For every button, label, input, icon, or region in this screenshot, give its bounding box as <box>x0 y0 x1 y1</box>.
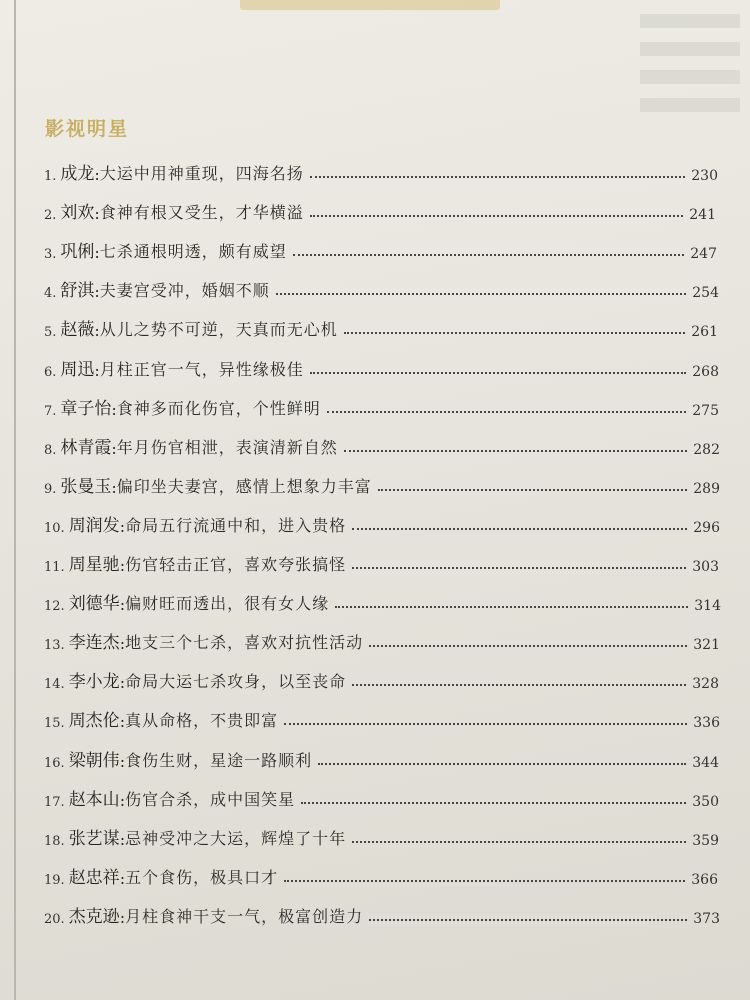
toc-entry-description: 从儿之势不可逆，天真而无心机 <box>99 320 338 340</box>
toc-entry-separator: : <box>119 595 126 615</box>
toc-entry-name: 赵薇 <box>60 320 95 341</box>
toc-entry-description: 食神多而化伤官，个性鲜明 <box>116 398 321 418</box>
toc-entry-separator: : <box>111 477 117 497</box>
toc-entry-number: 10. <box>44 520 65 536</box>
toc-entry-page: 366 <box>691 871 718 888</box>
toc-entry-name: 张曼玉 <box>60 476 112 497</box>
toc-entry-separator: : <box>119 516 126 536</box>
toc-entry-name: 周迅 <box>60 359 95 380</box>
dot-leader <box>293 254 684 256</box>
toc-entry <box>44 508 720 536</box>
toc-entry-description: 真从命格，不贵即富 <box>125 711 279 731</box>
toc-entry-description: 命局五行流通中和，进入贵格 <box>125 515 347 535</box>
toc-entry-page: 230 <box>691 168 718 184</box>
toc-entry <box>44 743 719 771</box>
toc-entry-name: 赵忠祥 <box>68 867 120 888</box>
toc-entry-separator: : <box>111 438 117 458</box>
toc-entry <box>44 703 720 731</box>
toc-entry-name: 成龙 <box>60 164 95 184</box>
toc-entry-description: 五个食伤，极具口才 <box>125 867 279 887</box>
toc-entry-name: 李小龙 <box>68 672 120 693</box>
toc-entry-page: 344 <box>692 754 719 771</box>
toc-entry-name: 李连杰 <box>68 633 120 654</box>
toc-entry-name: 周杰伦 <box>68 711 120 732</box>
toc-entry-separator: : <box>111 399 117 419</box>
dot-leader <box>344 450 687 452</box>
toc-entry-separator: : <box>94 282 100 302</box>
dot-leader <box>276 293 686 295</box>
toc-entry-description: 偏财旺而透出，很有女人缘 <box>125 594 330 614</box>
toc-entry <box>44 352 719 380</box>
toc-entry-name: 刘德华 <box>68 594 120 615</box>
toc-entry <box>44 664 719 692</box>
toc-entry-separator: : <box>94 243 100 263</box>
toc-entry-description: 伤官合杀，成中国笑星 <box>125 789 296 809</box>
toc-entry-page: 336 <box>693 715 720 732</box>
toc-entry-number: 13. <box>44 638 65 654</box>
toc-entry-name: 杰克逊 <box>68 906 120 927</box>
toc-entry-number: 5. <box>44 325 57 341</box>
toc-entry-description: 地支三个七杀，喜欢对抗性活动 <box>125 633 364 653</box>
toc-entry-separator: : <box>119 907 126 927</box>
toc-entry-separator: : <box>94 165 100 184</box>
toc-entry <box>44 899 720 927</box>
toc-entry <box>44 586 721 614</box>
toc-entry-number: 9. <box>44 481 57 497</box>
toc-entry-name: 周星驰 <box>68 555 120 575</box>
toc-entry-description: 大运中用神重现，四海名扬 <box>99 164 304 183</box>
dot-leader <box>378 489 687 491</box>
toc-entry-page: 275 <box>692 402 719 419</box>
toc-entry-separator: : <box>119 634 126 654</box>
toc-entry-page: 350 <box>692 793 719 810</box>
toc-entry-page: 254 <box>692 285 719 302</box>
toc-entry-number: 6. <box>44 364 57 380</box>
toc-entry-page: 314 <box>694 598 721 615</box>
toc-entry-number: 11. <box>44 560 65 575</box>
toc-entry-separator: : <box>119 673 126 693</box>
toc-entry-separator: : <box>119 751 126 771</box>
toc-entry <box>44 312 718 340</box>
toc-entry <box>44 391 719 419</box>
toc-entry-number: 2. <box>44 208 57 224</box>
toc-entry-page: 289 <box>693 480 720 497</box>
dot-leader <box>352 528 687 530</box>
toc-entry-description: 食伤生财，星途一路顺利 <box>125 750 313 770</box>
toc-entry-number: 20. <box>44 911 65 927</box>
toc-entry-page: 241 <box>689 207 716 224</box>
toc-entry <box>44 430 720 458</box>
toc-entry-separator: : <box>94 204 100 224</box>
toc-entry <box>44 156 718 184</box>
toc-entry-number: 1. <box>44 169 57 184</box>
toc-entry-name: 舒淇 <box>60 281 95 302</box>
dot-leader <box>310 176 685 178</box>
toc-entry-description: 年月伤官相泄，表演清新自然 <box>116 437 338 457</box>
toc-entry <box>44 860 718 888</box>
dot-leader <box>301 802 686 804</box>
toc-entry-name: 章子怡 <box>60 398 112 419</box>
toc-entry <box>44 547 719 575</box>
toc-entry-description: 食神有根又受生，才华横溢 <box>99 203 304 223</box>
toc-entry <box>44 782 719 810</box>
toc-entry-separator: : <box>119 712 126 732</box>
dot-leader <box>284 723 687 725</box>
toc-entry <box>44 469 720 497</box>
dot-leader <box>310 372 686 374</box>
toc-entry-separator: : <box>119 868 126 888</box>
toc-entry-page: 296 <box>693 519 720 536</box>
dot-leader <box>369 645 687 647</box>
toc-entry <box>44 195 716 223</box>
dot-leader <box>318 763 686 765</box>
toc-entry <box>44 234 717 262</box>
toc-entry-page: 359 <box>692 832 719 849</box>
toc-entry-name: 刘欢 <box>60 203 95 224</box>
dot-leader <box>335 606 688 608</box>
toc-entry-name: 周润发 <box>68 515 120 536</box>
toc-entry <box>44 625 720 653</box>
toc-entry-number: 7. <box>44 403 57 419</box>
dot-leader <box>352 567 686 569</box>
toc-entry-number: 3. <box>44 247 57 263</box>
toc-entry <box>44 821 719 849</box>
dot-leader <box>352 684 686 686</box>
dot-leader <box>284 880 685 882</box>
toc-entry-description: 命局大运七杀攻身，以至丧命 <box>125 672 347 692</box>
dot-leader <box>344 332 685 334</box>
toc-entry-page: 373 <box>693 910 720 927</box>
toc-entry-page: 303 <box>692 559 719 575</box>
toc-entry-name: 张艺谋 <box>68 828 120 849</box>
toc-entry-number: 14. <box>44 677 65 693</box>
toc-entry-page: 282 <box>693 441 720 458</box>
toc-entry-number: 18. <box>44 833 65 849</box>
toc-entry-page: 247 <box>690 246 717 263</box>
toc-entry-description: 月柱食神干支一气，极富创造力 <box>125 906 364 926</box>
toc-entry-page: 261 <box>691 324 718 341</box>
toc-entry-separator: : <box>119 556 126 575</box>
toc-entry-number: 8. <box>44 442 57 458</box>
toc-entry-description: 忌神受冲之大运，辉煌了十年 <box>125 828 347 848</box>
toc-entry <box>44 273 719 301</box>
toc-entry-description: 七杀通根明透，颇有威望 <box>99 242 287 262</box>
toc-entry-page: 328 <box>692 676 719 693</box>
toc-entry-name: 赵本山 <box>68 789 120 810</box>
section-title: 影视明星 <box>45 118 130 140</box>
toc-entry-name: 林青霞 <box>60 437 112 458</box>
toc-entry-description: 偏印坐夫妻宫，感情上想象力丰富 <box>116 476 372 496</box>
toc-entry-page: 321 <box>693 637 720 654</box>
toc-entry-number: 16. <box>44 755 65 771</box>
toc-entry-number: 15. <box>44 716 65 732</box>
toc-entry-number: 17. <box>44 794 65 810</box>
dot-leader <box>310 215 683 217</box>
toc-entry-separator: : <box>94 360 100 380</box>
toc-entry-description: 伤官轻击正官，喜欢夸张搞怪 <box>125 555 347 574</box>
toc-entry-separator: : <box>94 321 100 341</box>
toc-entry-number: 12. <box>44 599 65 615</box>
toc-entry-page: 268 <box>692 363 719 380</box>
toc-entry-separator: : <box>119 829 126 849</box>
toc-entry-number: 4. <box>44 286 57 302</box>
toc-entry-description: 月柱正官一气，异性缘极佳 <box>99 359 304 379</box>
dot-leader <box>369 919 687 921</box>
toc-entry-description: 夫妻宫受冲，婚姻不顺 <box>99 281 270 301</box>
toc-entry-number: 19. <box>44 872 65 888</box>
toc-entry-name: 梁朝伟 <box>68 750 120 771</box>
dot-leader <box>327 411 686 413</box>
toc-entry-name: 巩俐 <box>60 242 95 263</box>
toc-entry-separator: : <box>119 790 126 810</box>
dot-leader <box>352 841 686 843</box>
